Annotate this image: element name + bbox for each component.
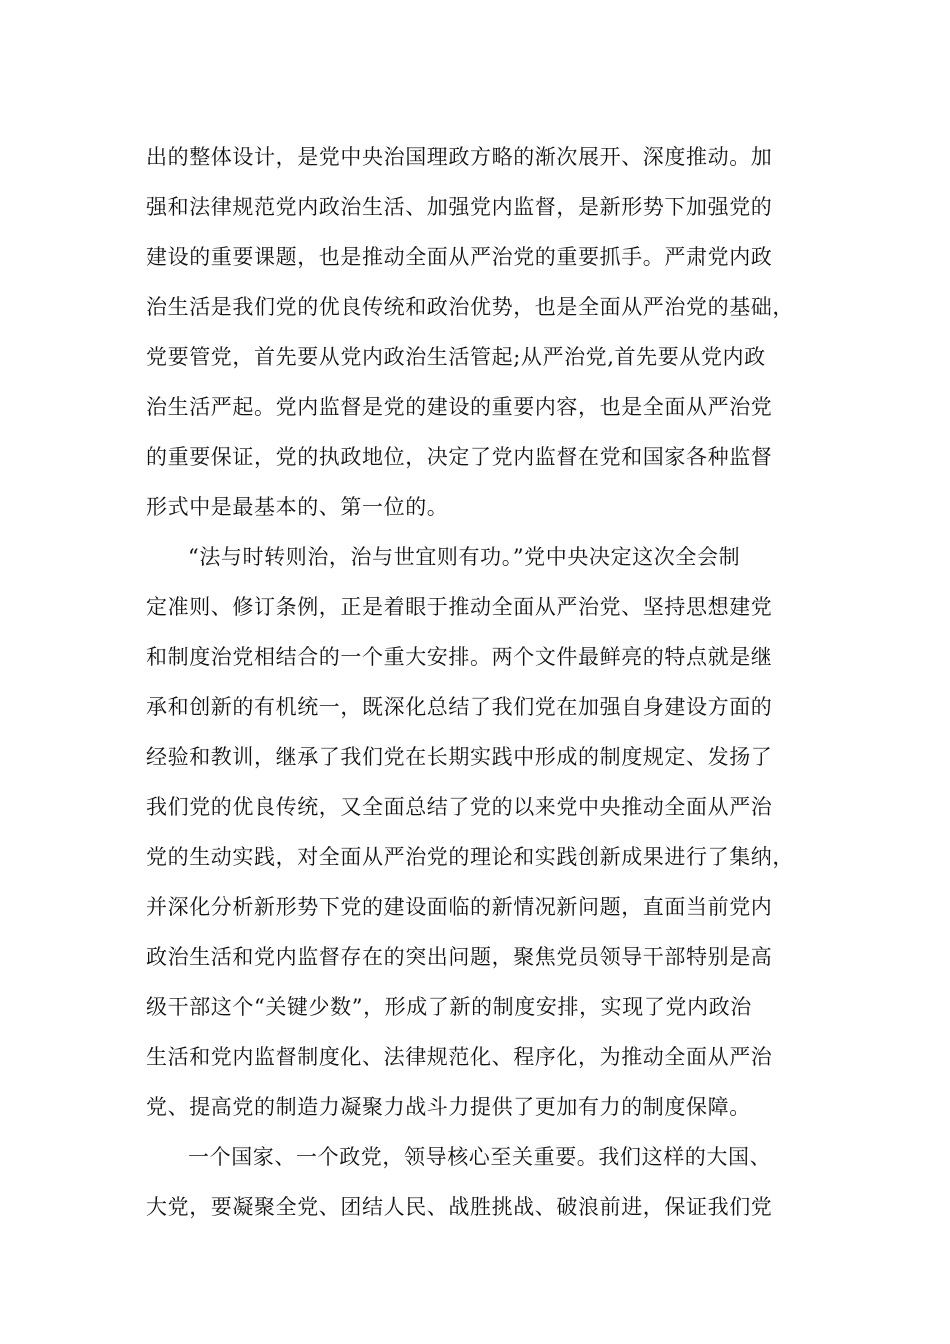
text-line: 政治生活和党内监督存在的突出问题，聚焦党员领导干部特别是高 — [146, 945, 773, 969]
paragraph-first-line: 一个国家、一个政党，领导核心至关重要。我们这样的大国、 — [188, 1145, 772, 1169]
text-line: 级干部这个“关键少数”，形成了新的制度安排，实现了党内政治 — [146, 995, 752, 1019]
text-line: 定准则、修订条例，正是着眼于推动全面从严治党、坚持思想建党 — [146, 595, 773, 619]
text-line: 出的整体设计，是党中央治国理政方略的渐次展开、深度推动。加 — [146, 145, 773, 169]
text-line: 我们党的优良传统，又全面总结了党的以来党中央推动全面从严治 — [146, 795, 773, 819]
text-line: 大党，要凝聚全党、团结人民、战胜挑战、破浪前进，保证我们党 — [146, 1195, 773, 1219]
paragraph-first-line: “法与时转则治，治与世宜则有功。”党中央决定这次全会制 — [188, 545, 741, 569]
text-line: 党、提高党的制造力凝聚力战斗力提供了更加有力的制度保障。 — [146, 1095, 751, 1119]
text-line: 党要管党，首先要从党内政治生活管起;从严治党,首先要从党内政 — [146, 345, 766, 369]
text-line: 承和创新的有机统一，既深化总结了我们党在加强自身建设方面的 — [146, 695, 773, 719]
text-line: 强和法律规范党内政治生活、加强党内监督，是新形势下加强党的 — [146, 195, 773, 219]
text-line: 的重要保证，党的执政地位，决定了党内监督在党和国家各种监督 — [146, 445, 773, 469]
body-text — [146, 132, 818, 1232]
text-line: 生活和党内监督制度化、法律规范化、程序化，为推动全面从严治 — [146, 1045, 773, 1069]
text-line: 并深化分析新形势下党的建设面临的新情况新问题，直面当前党内 — [146, 895, 773, 919]
text-line: 治生活严起。党内监督是党的建设的重要内容，也是全面从严治党 — [146, 395, 773, 419]
text-line: 治生活是我们党的优良传统和政治优势，也是全面从严治党的基础， — [146, 295, 794, 319]
text-line: 和制度治党相结合的一个重大安排。两个文件最鲜亮的特点就是继 — [146, 645, 773, 669]
text-line: 经验和教训，继承了我们党在长期实践中形成的制度规定、发扬了 — [146, 745, 773, 769]
text-line: 建设的重要课题，也是推动全面从严治党的重要抓手。严肃党内政 — [146, 245, 773, 269]
text-line: 党的生动实践，对全面从严治党的理论和实践创新成果进行了集纳， — [146, 845, 794, 869]
text-line: 形式中是最基本的、第一位的。 — [146, 495, 449, 519]
